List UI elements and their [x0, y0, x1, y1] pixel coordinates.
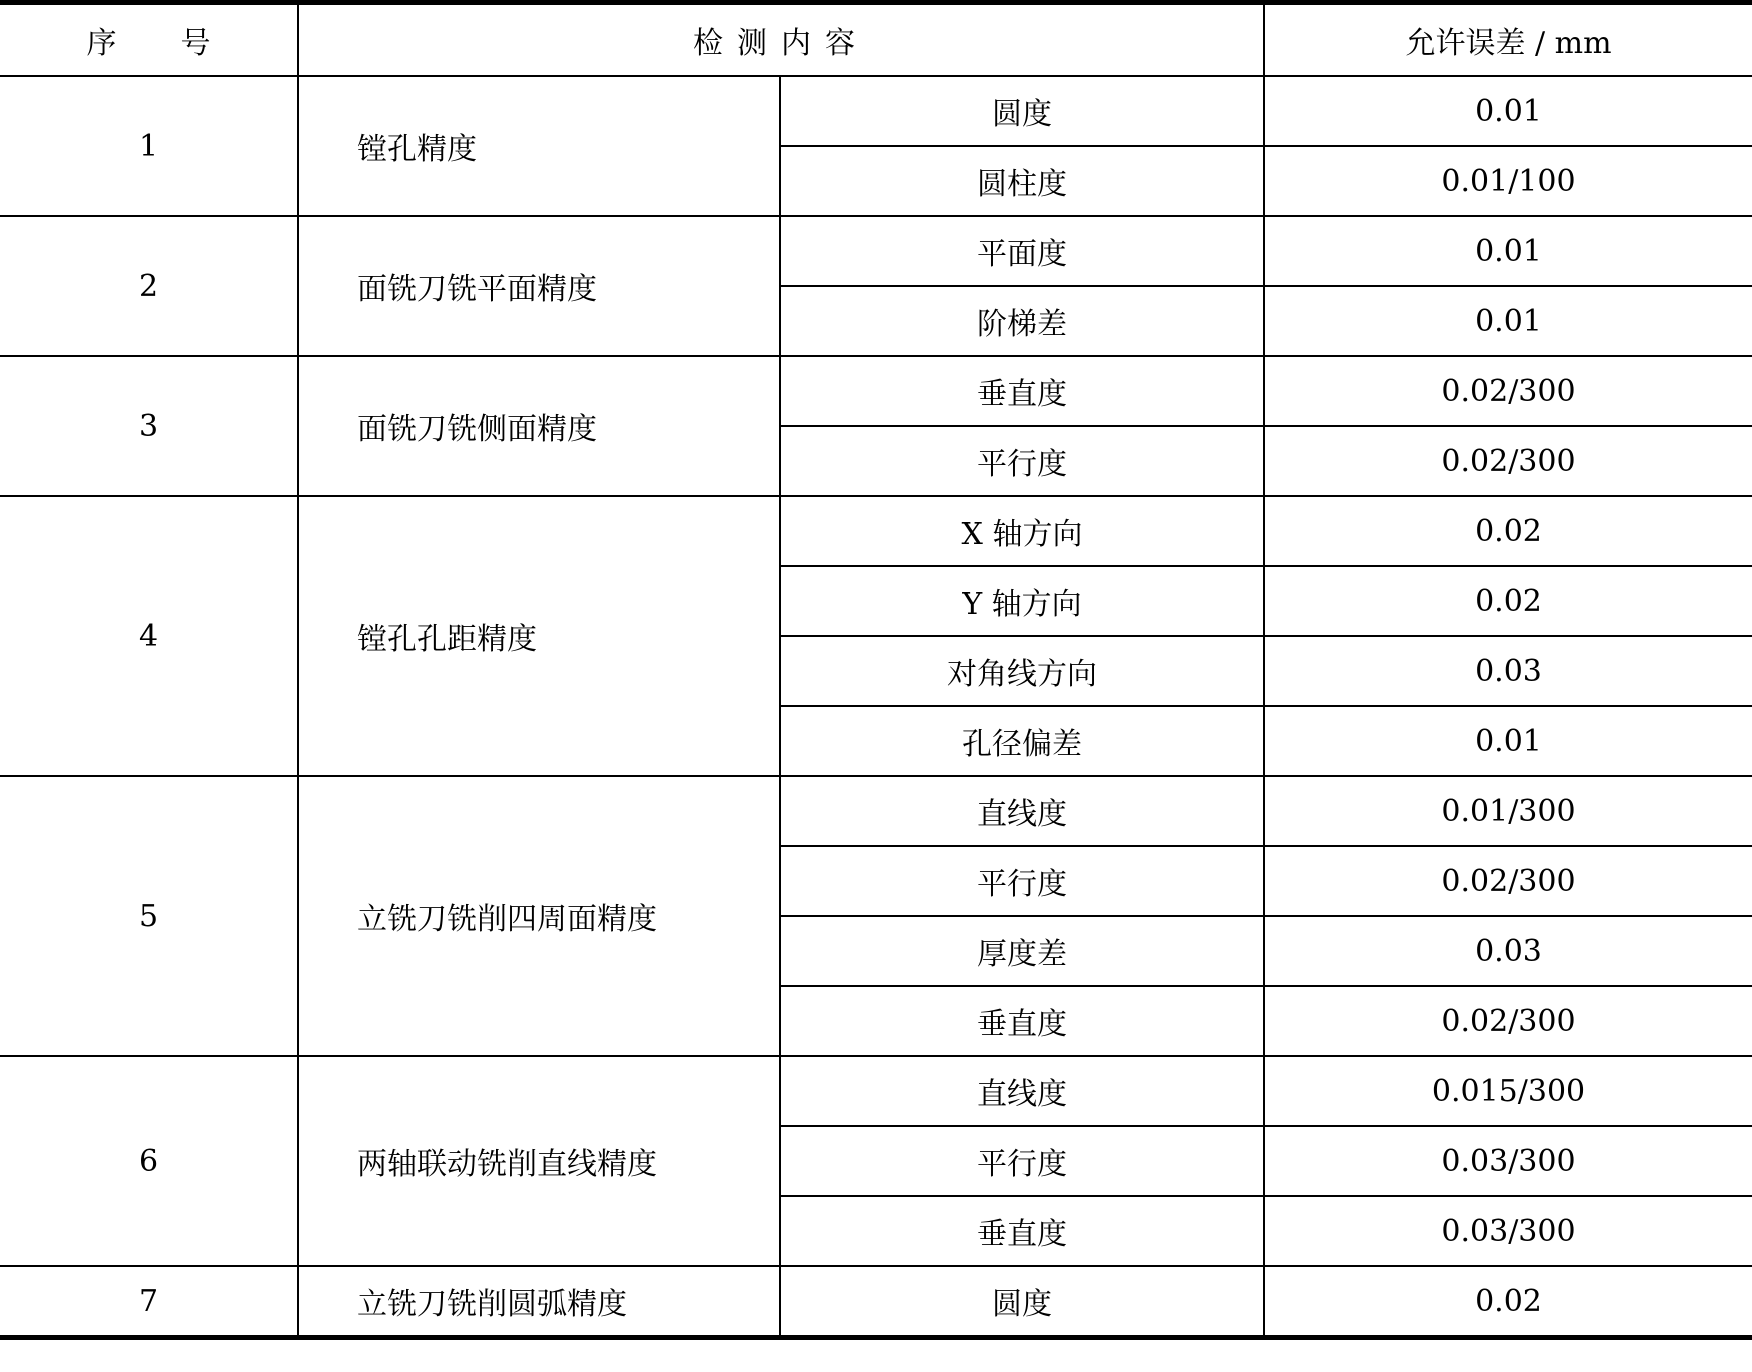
sub-item-cell: 直线度: [780, 1056, 1264, 1126]
sub-item-cell: X 轴方向: [780, 496, 1264, 566]
header-tolerance: 允许误差 / mm: [1264, 3, 1752, 77]
inspection-item-cell: 面铣刀铣平面精度: [298, 216, 780, 356]
tolerance-value-cell: 0.03/300: [1264, 1196, 1752, 1266]
sub-item-cell: 垂直度: [780, 356, 1264, 426]
header-inspection-content: 检测内容: [298, 3, 1264, 77]
tolerance-value-cell: 0.02: [1264, 496, 1752, 566]
sub-item-cell: 厚度差: [780, 916, 1264, 986]
tolerance-value-cell: 0.01: [1264, 286, 1752, 356]
header-serial-number-char-2: 号: [180, 26, 211, 61]
tolerance-value-cell: 0.01/300: [1264, 776, 1752, 846]
serial-number-cell: 5: [0, 776, 298, 1056]
sub-item-cell: 孔径偏差: [780, 706, 1264, 776]
tolerance-value-cell: 0.02/300: [1264, 986, 1752, 1056]
sub-item-cell: 对角线方向: [780, 636, 1264, 706]
tolerance-value-cell: 0.02/300: [1264, 356, 1752, 426]
inspection-item-cell: 两轴联动铣削直线精度: [298, 1056, 780, 1266]
tolerance-value-cell: 0.01: [1264, 216, 1752, 286]
tolerance-value-cell: 0.01: [1264, 706, 1752, 776]
sub-item-cell: 圆柱度: [780, 146, 1264, 216]
table-row: [0, 1056, 1752, 1126]
table-row: [0, 1266, 1752, 1338]
sub-item-cell: 直线度: [780, 776, 1264, 846]
table-row: [0, 356, 1752, 426]
header-serial-number-char-1: 序: [86, 26, 117, 61]
inspection-item-cell: 面铣刀铣侧面精度: [298, 356, 780, 496]
inspection-item-cell: 立铣刀铣削四周面精度: [298, 776, 780, 1056]
serial-number-cell: 3: [0, 356, 298, 496]
tolerance-value-cell: 0.03/300: [1264, 1126, 1752, 1196]
table-row: [0, 496, 1752, 566]
serial-number-cell: 4: [0, 496, 298, 776]
sub-item-cell: 圆度: [780, 76, 1264, 146]
tolerance-value-cell: 0.02/300: [1264, 426, 1752, 496]
sub-item-cell: 阶梯差: [780, 286, 1264, 356]
sub-item-cell: 平面度: [780, 216, 1264, 286]
serial-number-cell: 1: [0, 76, 298, 216]
sub-item-cell: 平行度: [780, 426, 1264, 496]
serial-number-cell: 6: [0, 1056, 298, 1266]
serial-number-cell: 2: [0, 216, 298, 356]
inspection-item-cell: 镗孔精度: [298, 76, 780, 216]
tolerance-value-cell: 0.01: [1264, 76, 1752, 146]
sub-item-cell: Y 轴方向: [780, 566, 1264, 636]
sub-item-cell: 垂直度: [780, 1196, 1264, 1266]
header-row: [0, 3, 1752, 77]
tolerance-value-cell: 0.02: [1264, 566, 1752, 636]
inspection-item-cell: 镗孔孔距精度: [298, 496, 780, 776]
table-row: [0, 76, 1752, 146]
serial-number-cell: 7: [0, 1266, 298, 1338]
sub-item-cell: 圆度: [780, 1266, 1264, 1338]
tolerance-value-cell: 0.015/300: [1264, 1056, 1752, 1126]
tolerance-value-cell: 0.01/100: [1264, 146, 1752, 216]
table-row: [0, 776, 1752, 846]
sub-item-cell: 平行度: [780, 1126, 1264, 1196]
tolerance-value-cell: 0.02: [1264, 1266, 1752, 1338]
header-serial-number: [0, 3, 298, 77]
tolerance-value-cell: 0.03: [1264, 636, 1752, 706]
inspection-item-cell: 立铣刀铣削圆弧精度: [298, 1266, 780, 1338]
tolerance-value-cell: 0.02/300: [1264, 846, 1752, 916]
sub-item-cell: 垂直度: [780, 986, 1264, 1056]
table-body: [0, 76, 1752, 1338]
sub-item-cell: 平行度: [780, 846, 1264, 916]
table-header: [0, 3, 1752, 77]
table-row: [0, 216, 1752, 286]
tolerance-value-cell: 0.03: [1264, 916, 1752, 986]
